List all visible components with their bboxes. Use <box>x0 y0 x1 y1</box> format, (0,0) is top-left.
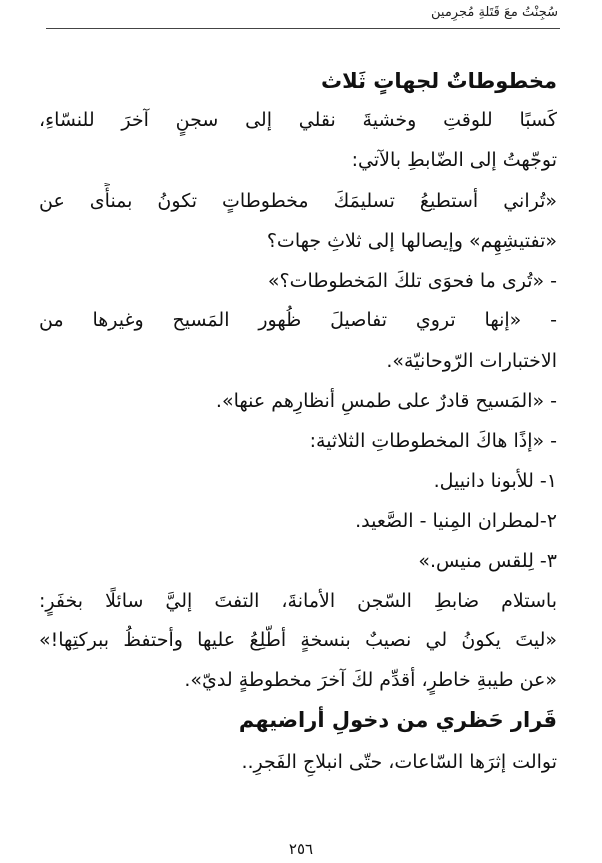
text-line: توالت إثرَها السّاعات، حتّى انبلاجِ الفَجرِ.. <box>241 751 557 773</box>
text-line: - «تُرى ما فحوَى تلكَ المَخطوطات؟» <box>267 270 557 292</box>
text-line: «عن طيبةِ خاطرٍ، أقدِّم لكَ آخرَ مخطوطةٍ لديّ». <box>184 669 557 691</box>
text-line: باستلام ضابطِ السّجن الأمانةَ، التفتَ إليَّ سائلًا بخفَرٍ: <box>39 590 557 612</box>
text-line: - «المَسيح قادرٌ على طمسِ أنظارِهم عنها». <box>215 390 557 412</box>
text-line: «تُراني أستطيعُ تسليمَكَ مخطوطاتٍ تكونُ بمنأًى عن <box>39 190 557 212</box>
page-number: ٢٥٦ <box>288 840 314 858</box>
text-line: - «إذًا هاكَ المخطوطاتِ الثلاثية: <box>309 430 557 452</box>
list-item: ١- للأبونا دانييل. <box>433 470 557 492</box>
section-heading: مخطوطاتٌ لجهاتٍ ثَلاث <box>321 69 557 93</box>
section-heading: قَرار حَظري من دخولِ أراضيهم <box>238 708 557 732</box>
text-line: توجّهتُ إلى الضّابطِ بالآتي: <box>351 149 557 171</box>
list-item: ٢-لمطران المِنيا - الصَّعيد. <box>355 510 557 532</box>
text-line: «ليتَ يكونُ لي نصيبٌ بنسخةٍ أطّلِعُ عليها وأحتفظُ ببركتِها!» <box>39 629 557 651</box>
list-item: ٣- لِلقس منيس.» <box>418 550 557 572</box>
header-rule <box>46 28 560 29</box>
text-line: الاختبارات الرّوحانيّة». <box>386 350 557 372</box>
text-line: «تفتيشِهِم» وإيصالها إلى ثلاثِ جهات؟ <box>266 230 557 252</box>
running-header: سُجِنْتُ معَ قَتَلةِ مُجرِمين <box>431 5 558 20</box>
text-line: - «إنها تروي تفاصيلَ ظُهور المَسيح وغيرها من <box>39 309 557 331</box>
text-line: كَسبًا للوقتِ وخشيةَ نقلي إلى سجنٍ آخرَ للنسّاءِ، <box>39 109 557 131</box>
